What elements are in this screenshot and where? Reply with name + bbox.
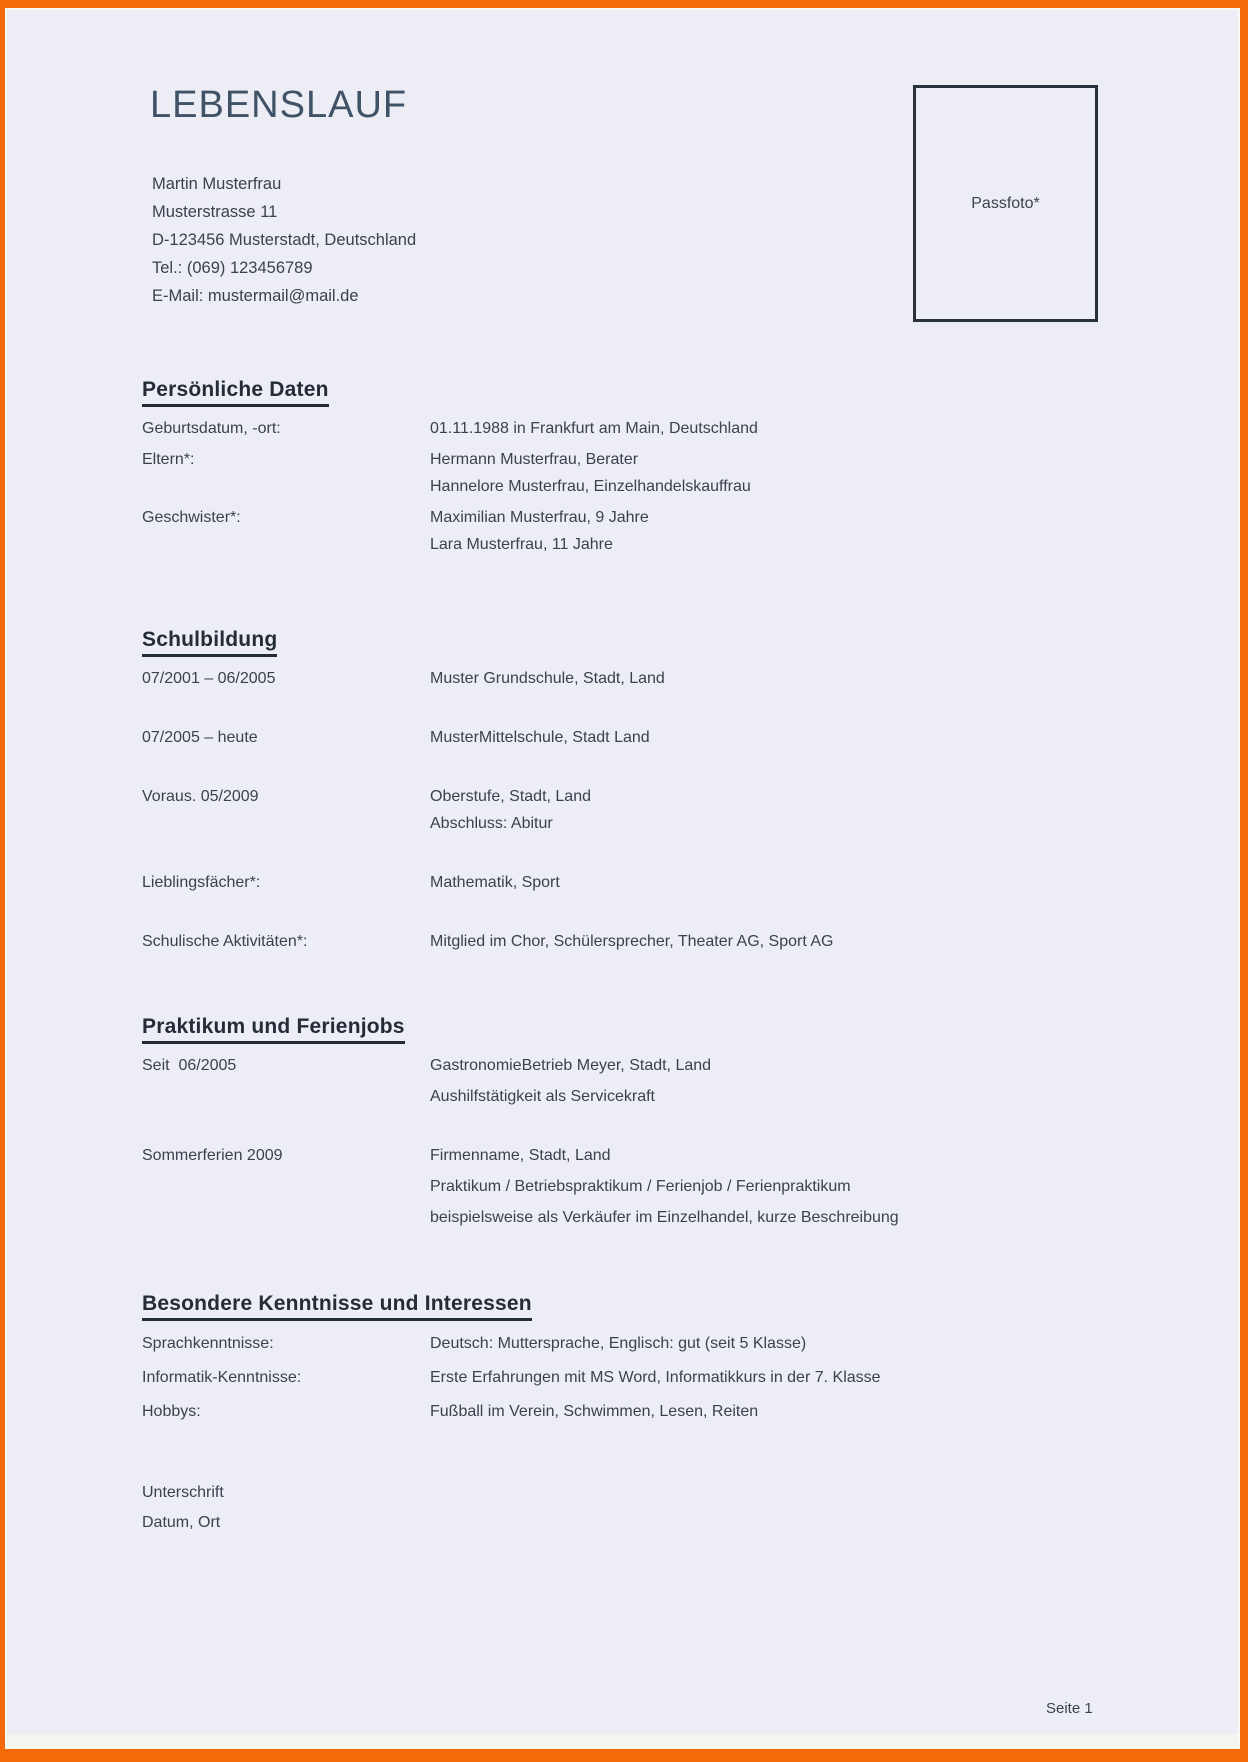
row-sommerferien [142, 1142, 1182, 1231]
page-title: LEBENSLAUF [150, 84, 408, 126]
row-values [430, 1397, 1182, 1427]
section-heading: Praktikum und Ferienjobs [142, 1015, 405, 1044]
row-values [430, 1052, 1182, 1110]
row-value: Mathematik, Sport [430, 874, 560, 891]
row-informatik [142, 1363, 1182, 1393]
signature-block [142, 1478, 224, 1538]
page-border-bottom [0, 1749, 1248, 1762]
row-label: Geburtsdatum, -ort: [142, 420, 281, 437]
section-heading: Persönliche Daten [142, 378, 329, 407]
row-value: Deutsch: Muttersprache, Englisch: gut (seit 5 Klasse) [430, 1335, 807, 1352]
row-oberstufe [142, 783, 1182, 837]
row-value: Fußball im Verein, Schwimmen, Lesen, Reiten [430, 1403, 759, 1420]
row-value: Maximilian Musterfrau, 9 Jahre [430, 509, 649, 526]
row-sprachkenntnisse [142, 1329, 1182, 1359]
page-border-left [0, 0, 5, 1762]
row-mittelschule [142, 724, 1182, 751]
section-rows [142, 665, 1182, 955]
row-value: Oberstufe, Stadt, Land [430, 788, 591, 805]
row-values [430, 1142, 1182, 1231]
row-geschwister [142, 504, 1182, 558]
row-value: Aushilfstätigkeit als Servicekraft [430, 1088, 655, 1105]
page-number: Seite 1 [1046, 1700, 1093, 1717]
section-rows [142, 415, 1182, 558]
section-heading: Besondere Kenntnisse und Interessen [142, 1292, 532, 1321]
section-schulbildung [142, 628, 1182, 955]
row-label: Geschwister*: [142, 509, 241, 526]
contact-block [152, 170, 416, 310]
row-value: Hannelore Musterfrau, Einzelhandelskauffrau [430, 478, 751, 495]
row-value: Erste Erfahrungen mit MS Word, Informatikkurs in der 7. Klasse [430, 1369, 881, 1386]
row-values [430, 1329, 1182, 1359]
contact-email: E-Mail: mustermail@mail.de [152, 287, 359, 305]
row-values [430, 869, 1182, 896]
section-rows [142, 1329, 1182, 1427]
contact-street: Musterstrasse 11 [152, 203, 278, 221]
row-values [430, 1363, 1182, 1393]
row-label: Hobbys: [142, 1403, 201, 1420]
contact-phone: Tel.: (069) 123456789 [152, 259, 313, 277]
row-label: 07/2005 – heute [142, 729, 258, 746]
photo-label: Passfoto* [971, 194, 1040, 212]
section-praktikum-ferienjobs [142, 1015, 1182, 1231]
row-aktivitaeten [142, 928, 1182, 955]
row-value: GastronomieBetrieb Meyer, Stadt, Land [430, 1057, 712, 1074]
row-values [430, 415, 1182, 442]
section-persoenliche-daten [142, 378, 1182, 558]
row-hobbys [142, 1397, 1182, 1427]
page-border-right [1240, 0, 1248, 1762]
scan-edge-band [5, 1734, 1240, 1749]
row-label: Informatik-Kenntnisse: [142, 1369, 302, 1386]
row-lieblingsfaecher [142, 869, 1182, 896]
row-value: Lara Musterfrau, 11 Jahre [430, 536, 613, 553]
row-value: Mitglied im Chor, Schülersprecher, Theater AG, Sport AG [430, 933, 834, 950]
row-value: Praktikum / Betriebspraktikum / Ferienjob / Ferienpraktikum [430, 1178, 851, 1195]
row-value: MusterMittelschule, Stadt Land [430, 729, 650, 746]
row-values [430, 504, 1182, 558]
row-values [430, 783, 1182, 837]
row-value: Abschluss: Abitur [430, 815, 553, 832]
row-value: beispielsweise als Verkäufer im Einzelhandel, kurze Beschreibung [430, 1209, 899, 1226]
row-gastronomie [142, 1052, 1182, 1110]
section-rows [142, 1052, 1182, 1231]
row-value: Firmenname, Stadt, Land [430, 1147, 611, 1164]
row-grundschule [142, 665, 1182, 692]
date-place-label: Datum, Ort [142, 1514, 221, 1531]
passport-photo-placeholder [913, 85, 1098, 322]
row-eltern [142, 446, 1182, 500]
contact-city: D-123456 Musterstadt, Deutschland [152, 231, 417, 249]
row-values [430, 724, 1182, 751]
page-border-top [0, 0, 1248, 8]
row-label: Sommerferien 2009 [142, 1147, 283, 1164]
contact-name: Martin Musterfrau [152, 175, 282, 193]
row-label: Sprachkenntnisse: [142, 1335, 274, 1352]
row-value: 01.11.1988 in Frankfurt am Main, Deutschland [430, 420, 758, 437]
row-values [430, 928, 1182, 955]
row-label: Seit 06/2005 [142, 1057, 237, 1074]
row-value: Hermann Musterfrau, Berater [430, 451, 639, 468]
row-value: Muster Grundschule, Stadt, Land [430, 670, 665, 687]
row-label: Schulische Aktivitäten*: [142, 933, 308, 950]
signature-label: Unterschrift [142, 1484, 224, 1501]
section-heading: Schulbildung [142, 628, 277, 657]
row-label: Eltern*: [142, 451, 195, 468]
row-values [430, 446, 1182, 500]
row-values [430, 665, 1182, 692]
row-label: 07/2001 – 06/2005 [142, 670, 276, 687]
section-besondere-kenntnisse [142, 1292, 1182, 1427]
row-label: Lieblingsfächer*: [142, 874, 261, 891]
row-label: Voraus. 05/2009 [142, 788, 259, 805]
row-geburtsdatum [142, 415, 1182, 442]
